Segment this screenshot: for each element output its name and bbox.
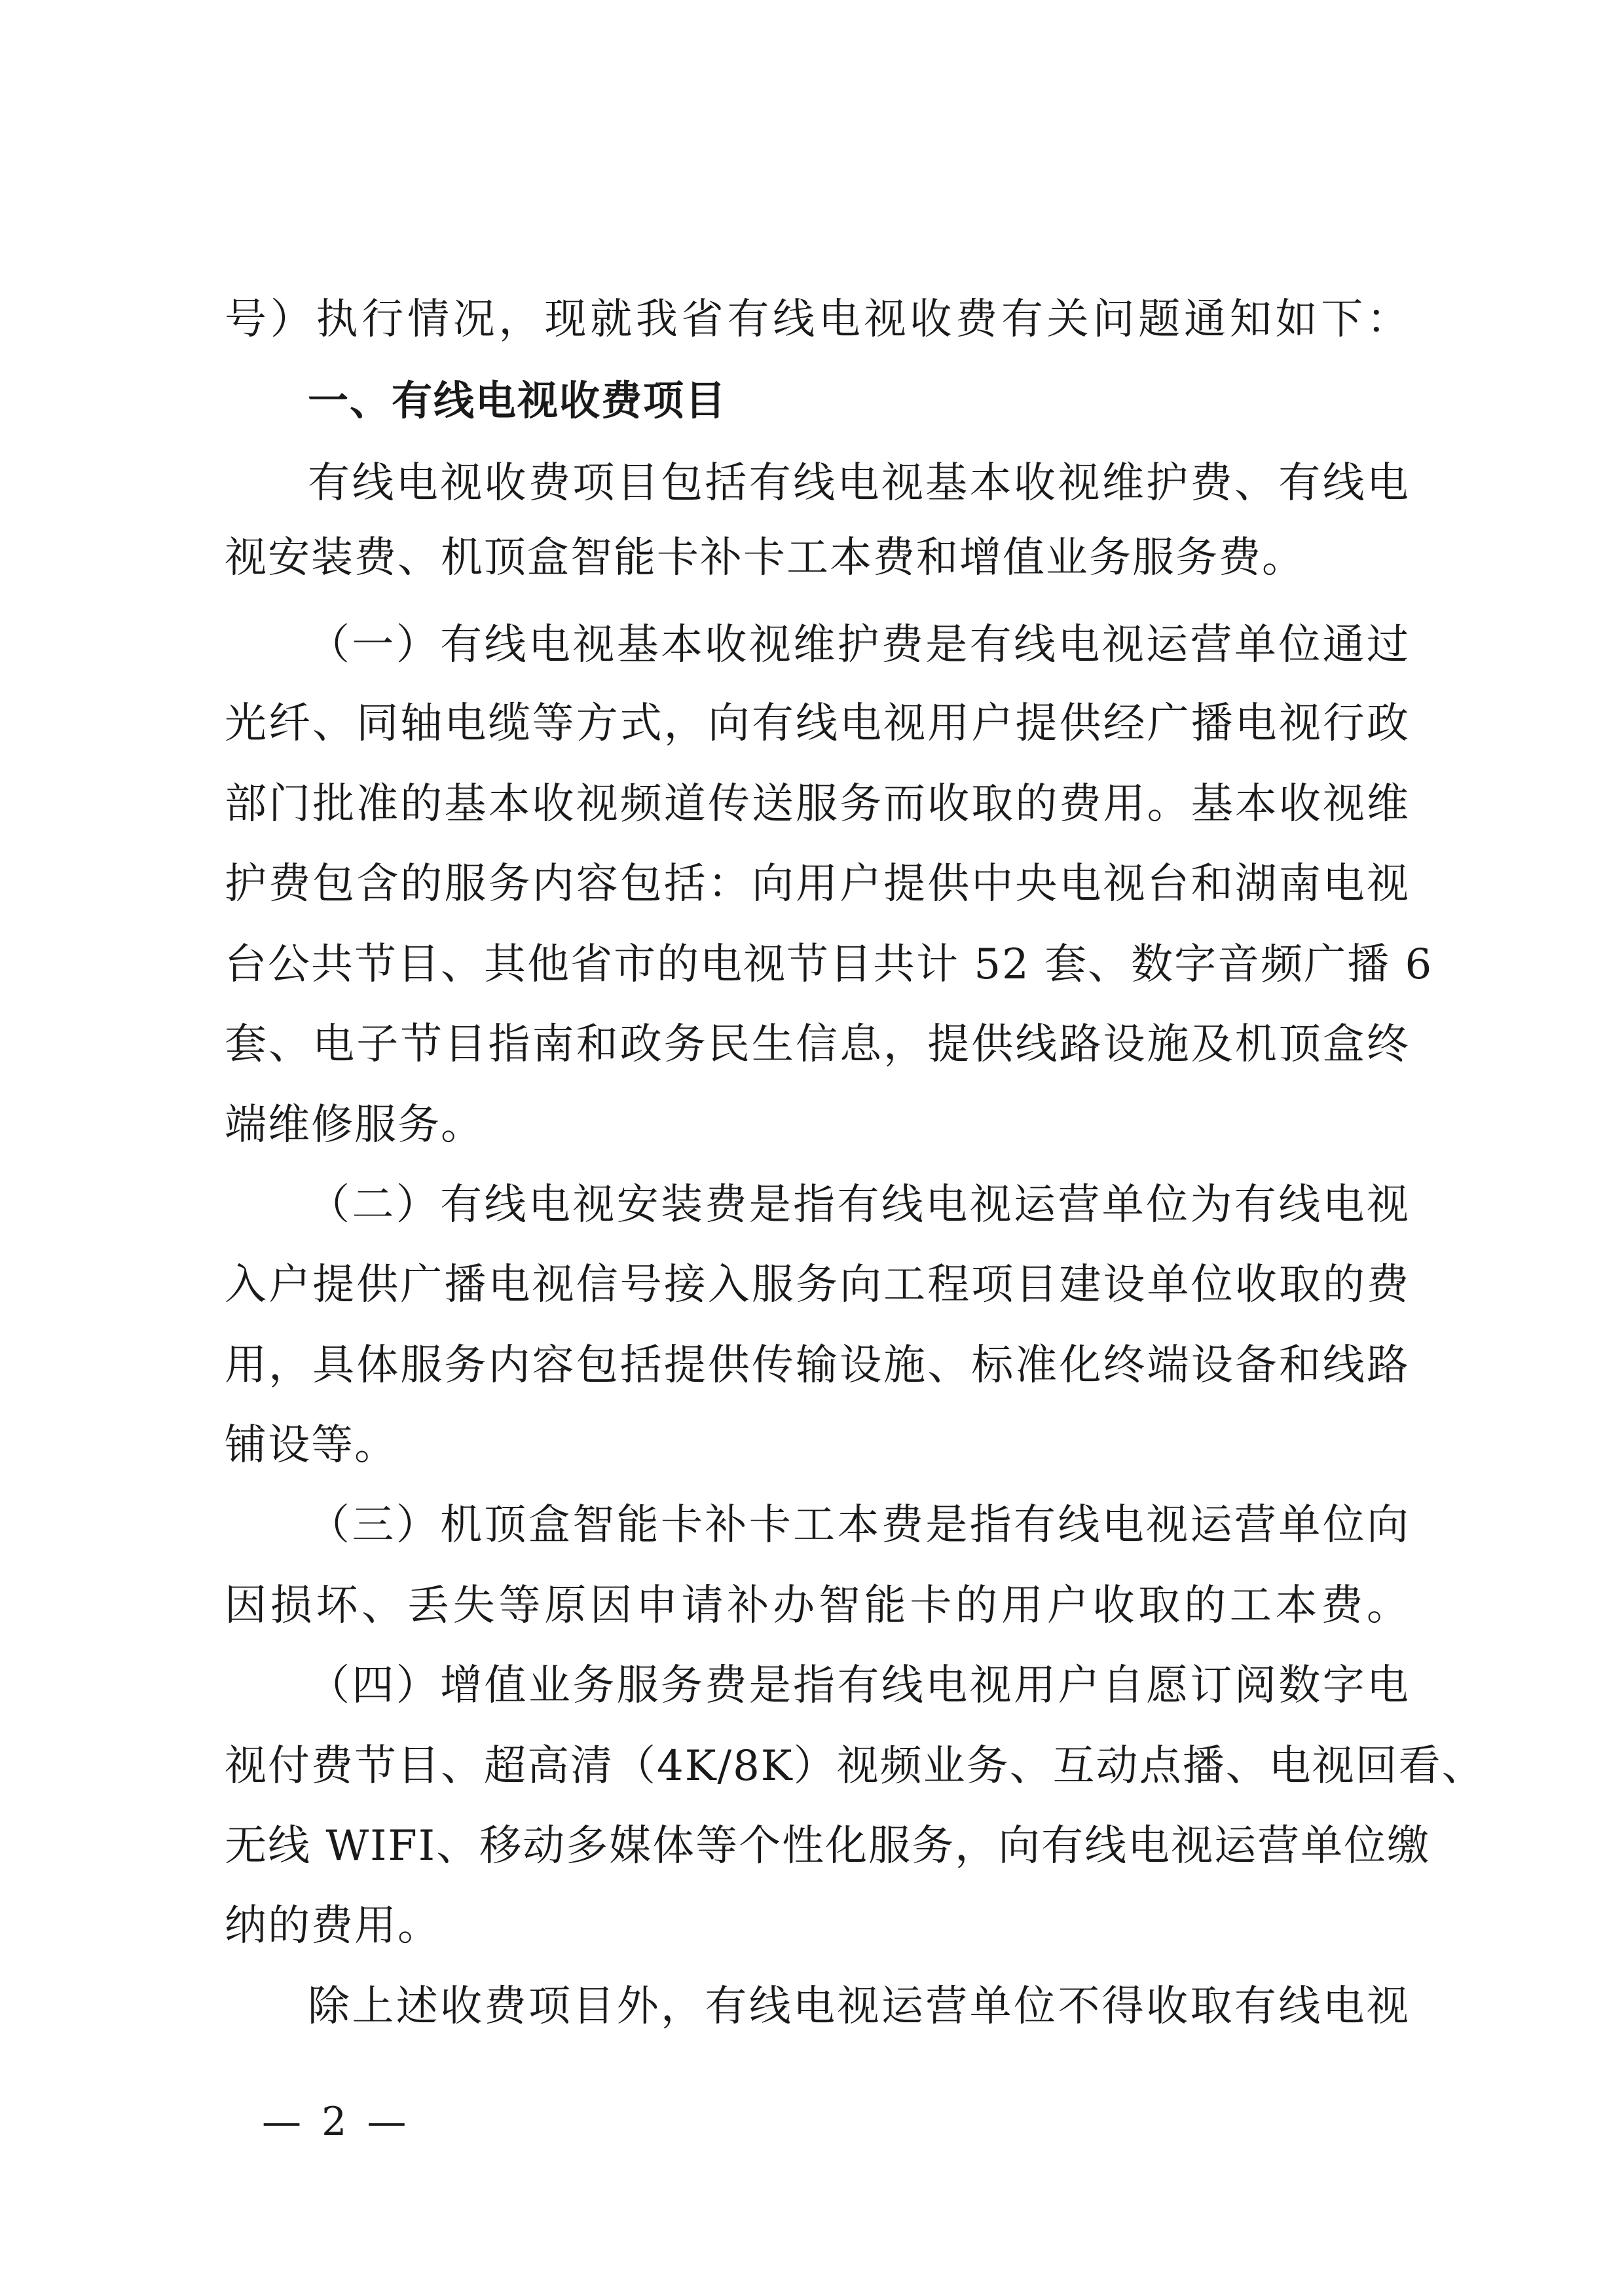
item1-line-7: 端维修服务。 bbox=[225, 1101, 484, 1149]
intro-line-1: 有线电视收费项目包括有线电视基本收视维护费、有线电 bbox=[308, 459, 1410, 508]
item2-line-3: 用，具体服务内容包括提供传输设施、标准化终端设备和线路 bbox=[225, 1341, 1410, 1390]
item2-line-2: 入户提供广播电视信号接入服务向工程项目建设单位收取的费 bbox=[225, 1261, 1410, 1309]
item2-line-1: （二）有线电视安装费是指有线电视运营单位为有线电视 bbox=[308, 1181, 1410, 1229]
item1-line-2: 光纤、同轴电缆等方式，向有线电视用户提供经广播电视行政 bbox=[225, 699, 1410, 748]
closing-line: 除上述收费项目外，有线电视运营单位不得收取有线电视 bbox=[308, 1982, 1410, 2031]
item4-line-3: 无线 WIFI、移动多媒体等个性化服务，向有线电视运营单位缴 bbox=[225, 1822, 1431, 1870]
item1-line-4: 护费包含的服务内容包括：向用户提供中央电视台和湖南电视 bbox=[225, 860, 1410, 908]
item4-line-4: 纳的费用。 bbox=[225, 1902, 441, 1950]
item3-line-2: 因损坏、丢失等原因申请补办智能卡的用户收取的工本费。 bbox=[225, 1582, 1410, 1630]
item1-line-3: 部门批准的基本收视频道传送服务而收取的费用。基本收视维 bbox=[225, 780, 1410, 828]
opening-line: 号）执行情况，现就我省有线电视收费有关问题通知如下： bbox=[225, 295, 1410, 344]
intro-line-2: 视安装费、机顶盒智能卡补卡工本费和增值业务服务费。 bbox=[225, 534, 1305, 582]
item3-line-1: （三）机顶盒智能卡补卡工本费是指有线电视运营单位向 bbox=[308, 1501, 1410, 1549]
section-heading: 一、有线电视收费项目 bbox=[308, 377, 728, 424]
page-number: — 2 — bbox=[262, 2099, 411, 2145]
item1-line-6: 套、电子节目指南和政务民生信息，提供线路设施及机顶盒终 bbox=[225, 1020, 1410, 1069]
item1-line-5: 台公共节目、其他省市的电视节目共计 52 套、数字音频广播 6 bbox=[225, 940, 1433, 989]
item4-line-2: 视付费节目、超高清（4K/8K）视频业务、互动点播、电视回看、 bbox=[225, 1742, 1485, 1790]
item1-line-1: （一）有线电视基本收视维护费是有线电视运营单位通过 bbox=[308, 621, 1410, 669]
item2-line-4: 铺设等。 bbox=[225, 1421, 397, 1470]
item4-line-1: （四）增值业务服务费是指有线电视用户自愿订阅数字电 bbox=[308, 1661, 1410, 1710]
